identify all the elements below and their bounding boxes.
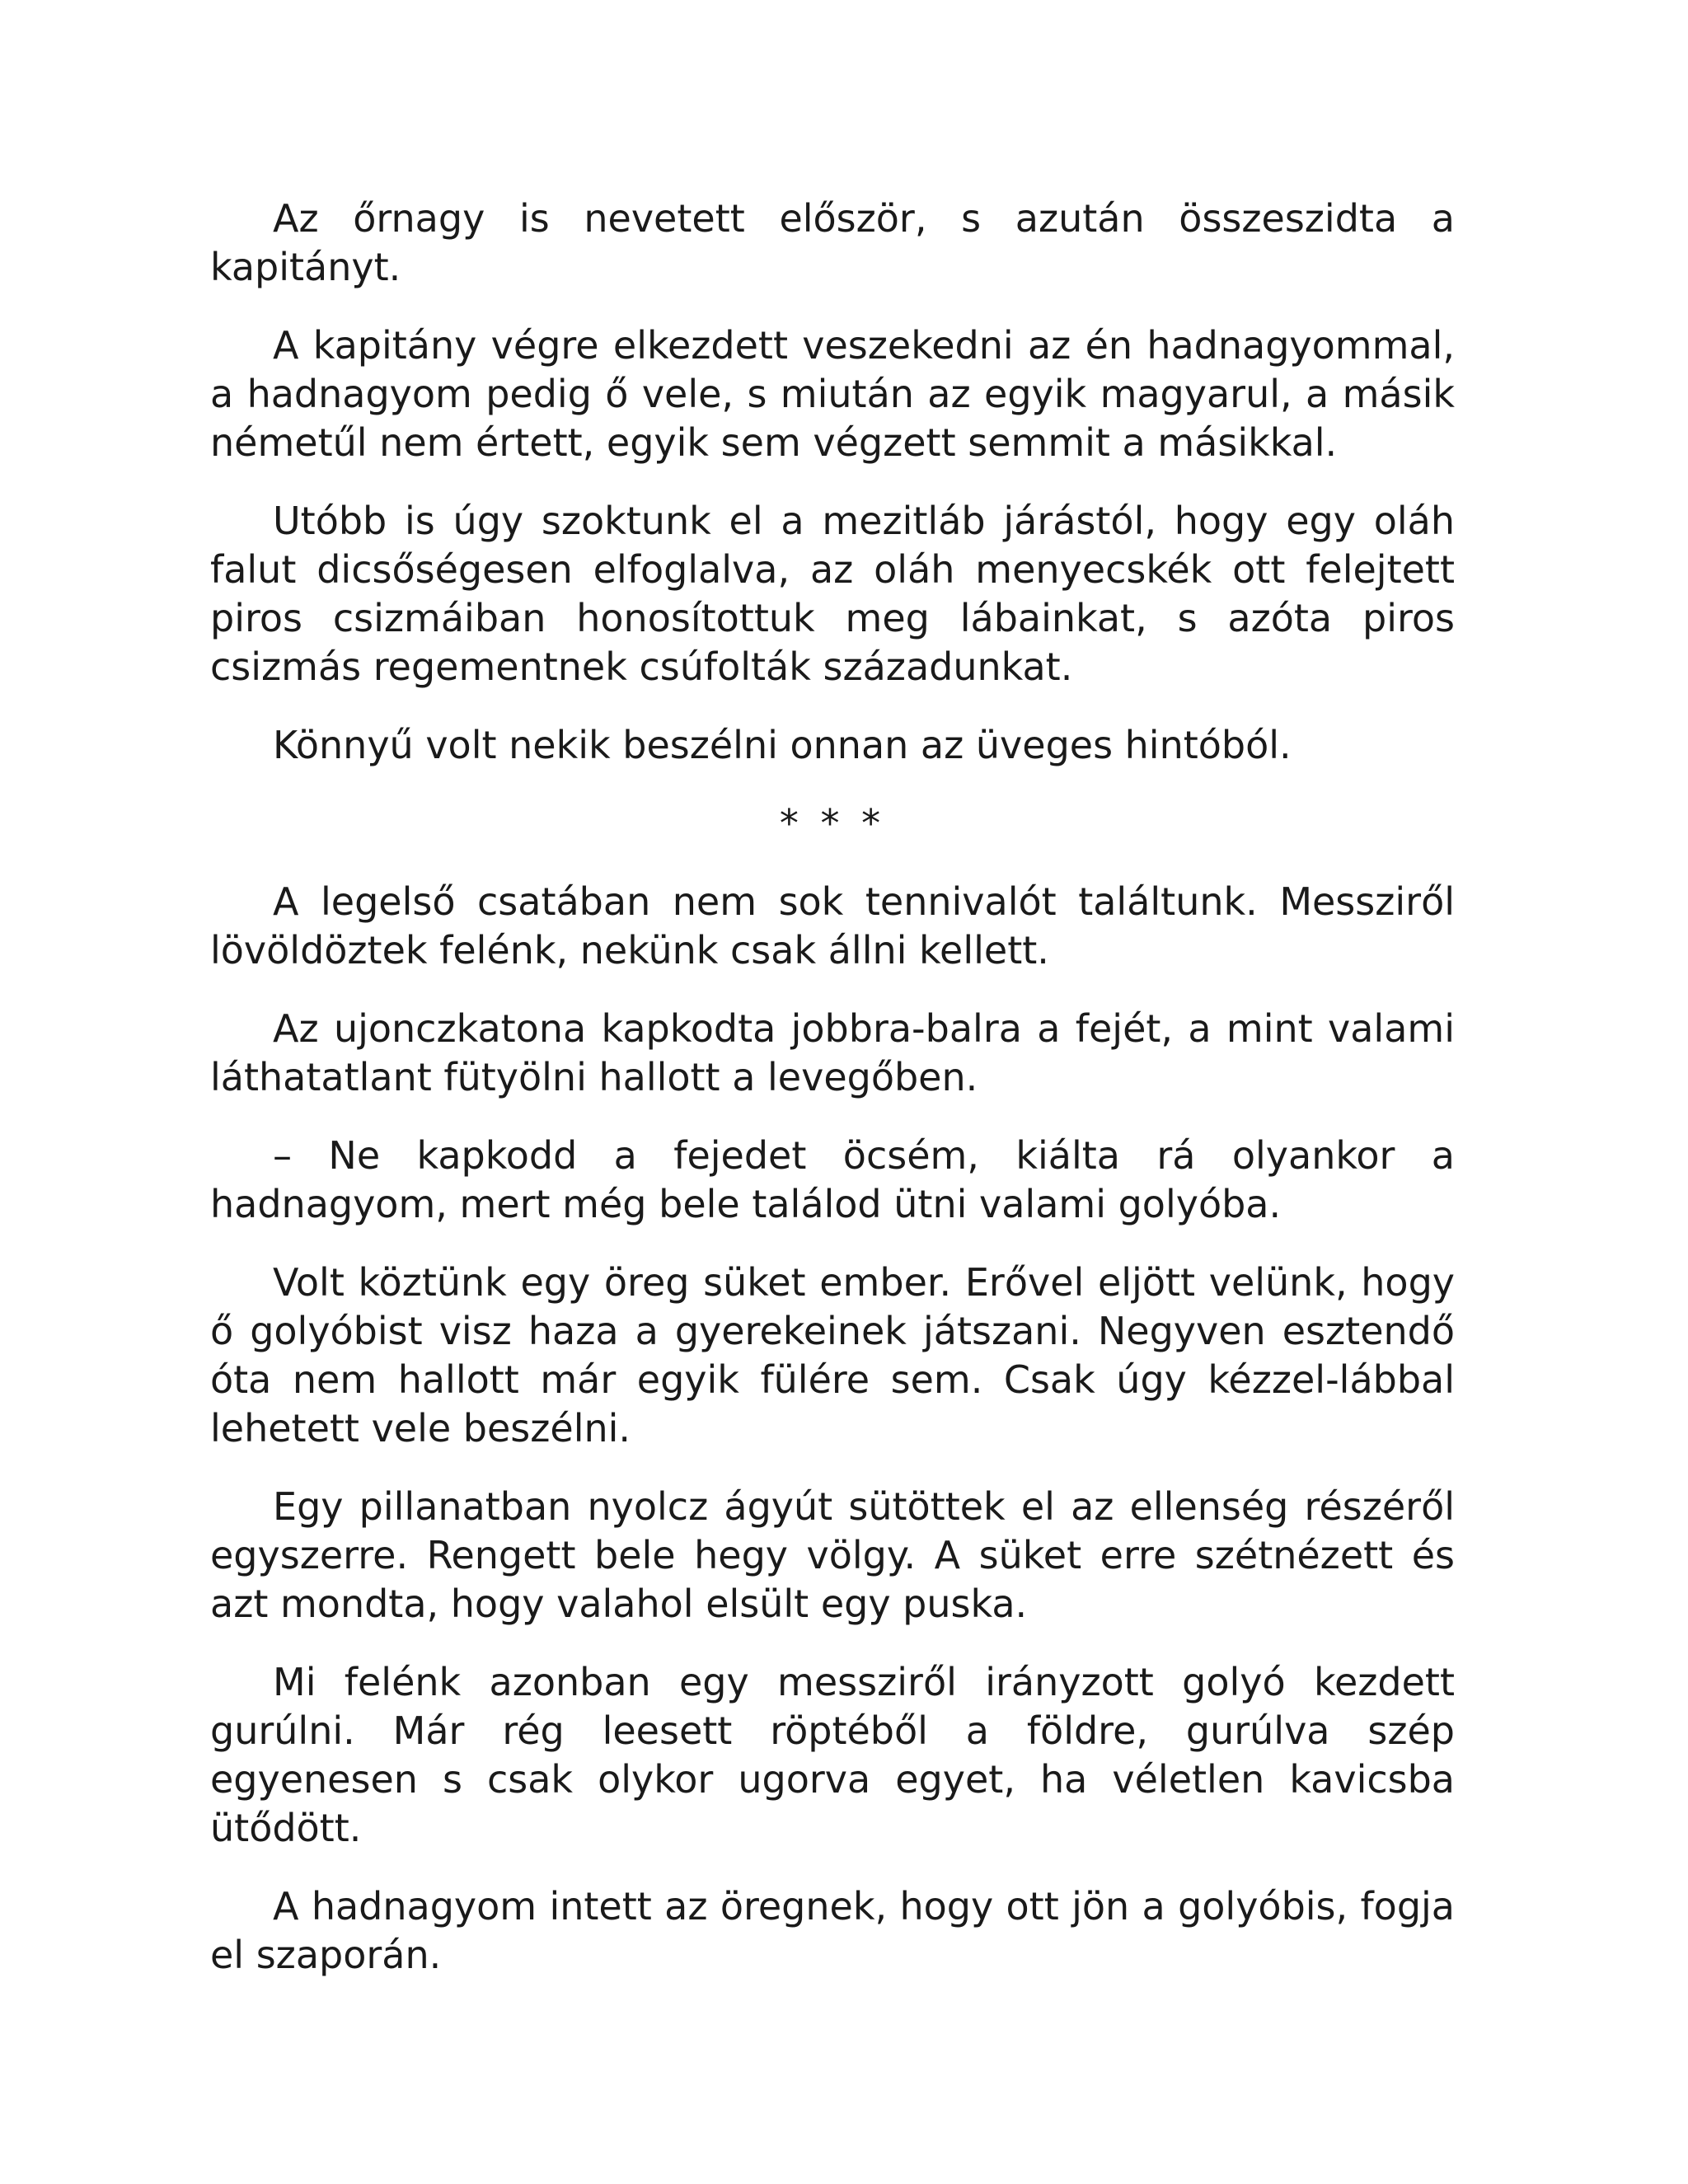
paragraph-6: Az ujonczkatona kapkodta jobbra-balra a fejét, a mint valami láthatatlant fütyölni hallott a levegőben. — [210, 1006, 1455, 1099]
paragraph-11: A hadnagyom intett az öregnek, hogy ott jön a golyóbis, fogja el szaporán. — [210, 1884, 1455, 1977]
paragraph-8: Volt köztünk egy öreg süket ember. Erővel eljött velünk, hogy ő golyóbist visz haza a gyerekeinek játszani. Negyven esztendő óta nem hallott már egyik fülére sem. Csak úgy kézzel-lábbal lehetett vele beszélni. — [210, 1260, 1455, 1451]
paragraph-7: – Ne kapkodd a fejedet öcsém, kiálta rá olyankor a hadnagyom, mert még bele találod ütni valami golyóba. — [210, 1133, 1455, 1226]
paragraph-3: Utóbb is úgy szoktunk el a mezitláb járástól, hogy egy oláh falut dicsőségesen elfoglalva, az oláh menyecskék ott felejtett piros csizmáiban honosítottuk meg lábainkat, s azóta piros csizmás regementnek csúfolták századunkat. — [210, 499, 1455, 689]
paragraph-10: Mi felénk azonban egy messziről irányzott golyó kezdett gurúlni. Már rég leesett röptéből a földre, gurúlva szép egyenesen s csak olykor ugorva egyet, ha véletlen kavicsba ütődött. — [210, 1660, 1455, 1850]
paragraph-2: A kapitány végre elkezdett veszekedni az én hadnagyommal, a hadnagyom pedig ő vele, s miután az egyik magyarul, a másik németűl nem értett, egyik sem végzett semmit a másikkal. — [210, 323, 1455, 465]
section-break: * * * — [779, 801, 886, 846]
text-column — [210, 194, 1455, 2009]
paragraph-9: Egy pillanatban nyolcz ágyút sütöttek el az ellenség részéről egyszerre. Rengett bele hegy völgy. A süket erre szétnézett és azt mondta, hogy valahol elsült egy puska. — [210, 1484, 1455, 1626]
paragraph-5: A legelső csatában nem sok tennivalót találtunk. Messziről lövöldöztek felénk, nekünk csak állni kellett. — [210, 879, 1455, 972]
paragraph-1: Az őrnagy is nevetett először, s azután összeszidta a kapitányt. — [210, 196, 1455, 289]
paragraph-4: Könnyű volt nekik beszélni onnan az üveges hintóból. — [273, 723, 1292, 767]
